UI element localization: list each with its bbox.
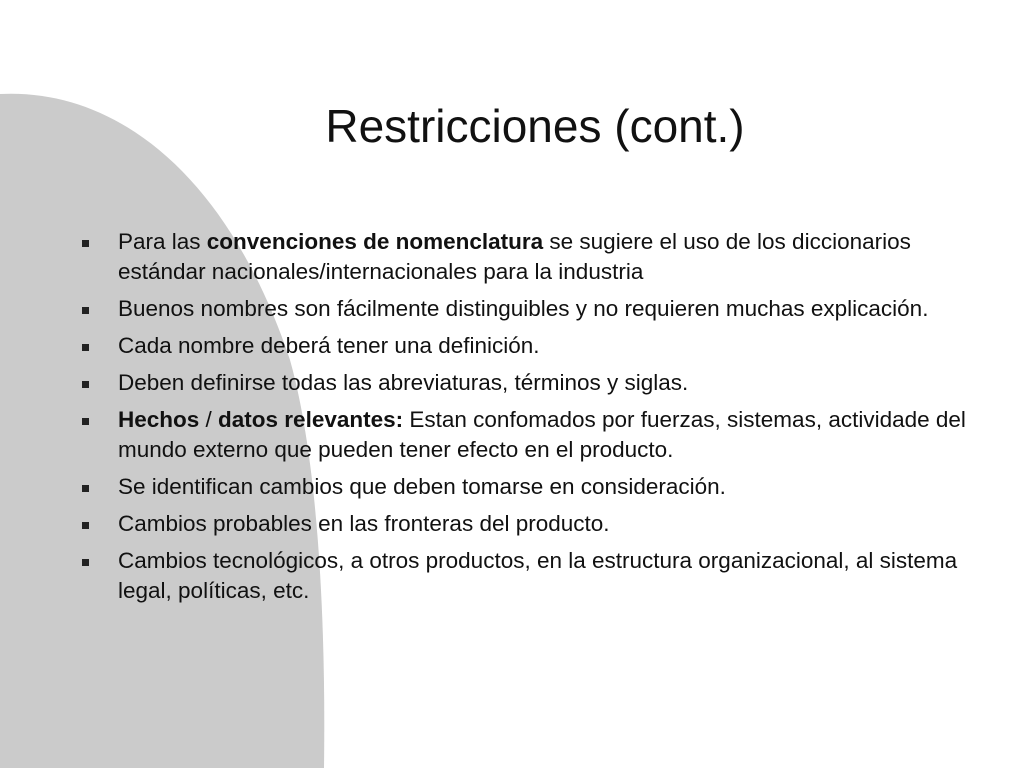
bullet-text-bold: Hechos bbox=[118, 407, 200, 432]
bullet-text: Cambios probables en las fronteras del producto. bbox=[118, 511, 610, 536]
square-bullet-icon bbox=[82, 344, 89, 351]
bullet-text-separator: / bbox=[199, 407, 219, 432]
bullet-text: Se identifican cambios que deben tomarse en consideración. bbox=[118, 474, 726, 499]
bullet-list bbox=[76, 227, 996, 613]
bullet-item bbox=[76, 472, 996, 502]
bullet-text: Deben definirse todas las abreviaturas, términos y siglas. bbox=[118, 370, 689, 395]
square-bullet-icon bbox=[82, 522, 89, 529]
bullet-item bbox=[76, 509, 996, 539]
bullet-item bbox=[76, 294, 996, 324]
bullet-text: Buenos nombres son fácilmente distinguibles y no requieren muchas explicación. bbox=[118, 296, 929, 321]
square-bullet-icon bbox=[82, 559, 89, 566]
bullet-item bbox=[76, 227, 996, 287]
bullet-text-post: Estan confomados por fuerzas, sistemas, actividade del mundo externo que pueden tener efecto en el producto. bbox=[118, 407, 966, 462]
square-bullet-icon bbox=[82, 485, 89, 492]
bullet-item bbox=[76, 331, 996, 361]
bullet-text-bold: datos relevantes: bbox=[218, 407, 404, 432]
bullet-item bbox=[76, 405, 996, 465]
square-bullet-icon bbox=[82, 381, 89, 388]
bullet-item bbox=[76, 546, 996, 606]
square-bullet-icon bbox=[82, 307, 89, 314]
square-bullet-icon bbox=[82, 418, 89, 425]
bullet-text-post: se sugiere el uso de los diccionarios estándar nacionales/internacionales para la industria bbox=[118, 229, 911, 284]
bullet-text-bold: convenciones de nomenclatura bbox=[206, 229, 544, 254]
bullet-text-pre: Para las bbox=[118, 229, 207, 254]
slide-title: Restricciones (cont.) bbox=[325, 100, 745, 152]
bullet-text: Cambios tecnológicos, a otros productos, en la estructura organizacional, al sistema legal, políticas, etc. bbox=[118, 548, 958, 603]
bullet-text: Cada nombre deberá tener una definición. bbox=[118, 333, 540, 358]
bullet-item bbox=[76, 368, 996, 398]
square-bullet-icon bbox=[82, 240, 89, 247]
